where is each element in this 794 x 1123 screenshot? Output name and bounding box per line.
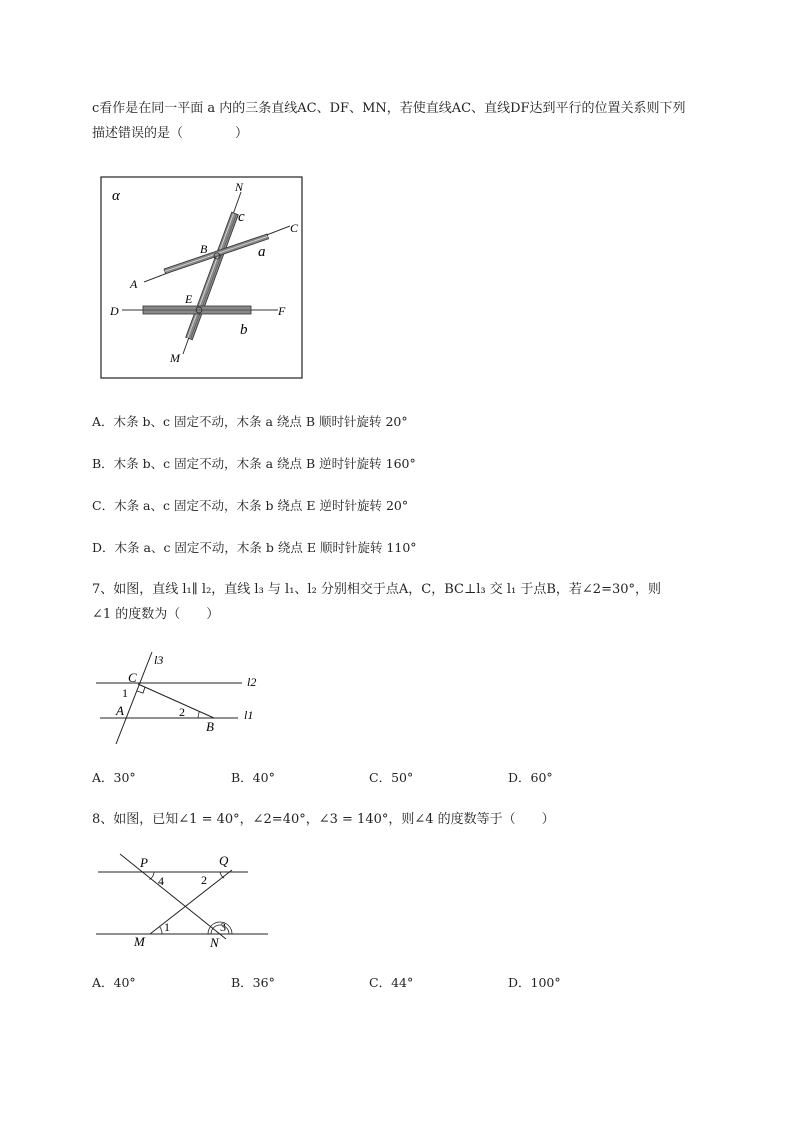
label-B: B bbox=[200, 242, 208, 256]
label-l2: l2 bbox=[247, 675, 257, 689]
label-angle-4: 4 bbox=[158, 874, 164, 888]
angle-1-arc bbox=[160, 927, 162, 934]
q7-option-b[interactable]: B．40° bbox=[231, 770, 275, 785]
label-N: N bbox=[235, 180, 244, 194]
q6-stem-line1: c看作是在同一平面 a 内的三条直线AC、DF、MN，若使直线AC、直线DF达到平行的位置关系则下列 bbox=[92, 101, 686, 116]
label-l3: l3 bbox=[154, 653, 164, 667]
q6-stem-line2: 描述错误的是（ ） bbox=[92, 126, 249, 141]
line-PN bbox=[120, 854, 226, 939]
q7-stem-line2: ∠1 的度数为（ ） bbox=[92, 607, 220, 622]
label-B: B bbox=[206, 719, 214, 734]
label-M: M bbox=[170, 351, 180, 365]
q6-option-a[interactable]: A．木条 b、c 固定不动，木条 a 绕点 B 顺时针旋转 20° bbox=[92, 414, 408, 429]
q7-figure bbox=[92, 646, 272, 746]
q6-figure bbox=[100, 176, 304, 380]
label-A: A bbox=[116, 703, 124, 718]
q6-option-b[interactable]: B．木条 b、c 固定不动，木条 a 绕点 B 逆时针旋转 160° bbox=[92, 456, 416, 471]
q6-option-c[interactable]: C．木条 a、c 固定不动，木条 b 绕点 E 逆时针旋转 20° bbox=[92, 498, 409, 513]
q8-option-a[interactable]: A．40° bbox=[92, 975, 136, 990]
q7-stem-line1: 7、如图，直线 l₁∥ l₂，直线 l₃ 与 l₁、l₂ 分别相交于点A，C，BC⊥l₃ 交 l₁ 于点B，若∠2=30°，则 bbox=[92, 582, 662, 597]
q8-stem: 8、如图，已知∠1 = 40°，∠2=40°，∠3 = 140°，则∠4 的度数等于（ ） bbox=[92, 812, 555, 827]
q8-option-d[interactable]: D．100° bbox=[508, 975, 561, 990]
label-N: N bbox=[210, 935, 219, 950]
label-E: E bbox=[185, 292, 193, 306]
stick-c bbox=[186, 212, 239, 339]
q8-option-c[interactable]: C．44° bbox=[369, 975, 414, 990]
q7-option-c[interactable]: C．50° bbox=[369, 770, 414, 785]
label-a: a bbox=[258, 244, 266, 260]
label-l1: l1 bbox=[244, 708, 254, 722]
label-angle-1: 1 bbox=[164, 920, 170, 934]
label-angle-2: 2 bbox=[179, 705, 185, 719]
label-b: b bbox=[240, 322, 248, 338]
q7-option-a[interactable]: A．30° bbox=[92, 770, 136, 785]
label-A: A bbox=[130, 277, 138, 291]
label-C: C bbox=[290, 221, 299, 235]
stick-b bbox=[143, 306, 251, 314]
label-angle-3: 3 bbox=[220, 920, 226, 934]
segment-BC bbox=[138, 684, 214, 718]
q6-option-d[interactable]: D．木条 a、c 固定不动，木条 b 绕点 E 顺时针旋转 110° bbox=[92, 540, 417, 555]
label-angle-2: 2 bbox=[201, 873, 207, 887]
label-P: P bbox=[140, 855, 148, 870]
label-angle-1: 1 bbox=[122, 686, 128, 700]
q8-option-b[interactable]: B．36° bbox=[231, 975, 275, 990]
label-F: F bbox=[278, 304, 286, 318]
label-C: C bbox=[128, 670, 137, 685]
label-Q: Q bbox=[219, 853, 229, 868]
label-D: D bbox=[110, 304, 119, 318]
angle-2-arc bbox=[198, 712, 199, 719]
q7-option-d[interactable]: D．60° bbox=[508, 770, 553, 785]
q8-figure bbox=[92, 848, 272, 954]
label-M: M bbox=[134, 934, 145, 949]
label-alpha: α bbox=[112, 188, 120, 204]
label-c: c bbox=[238, 209, 245, 225]
